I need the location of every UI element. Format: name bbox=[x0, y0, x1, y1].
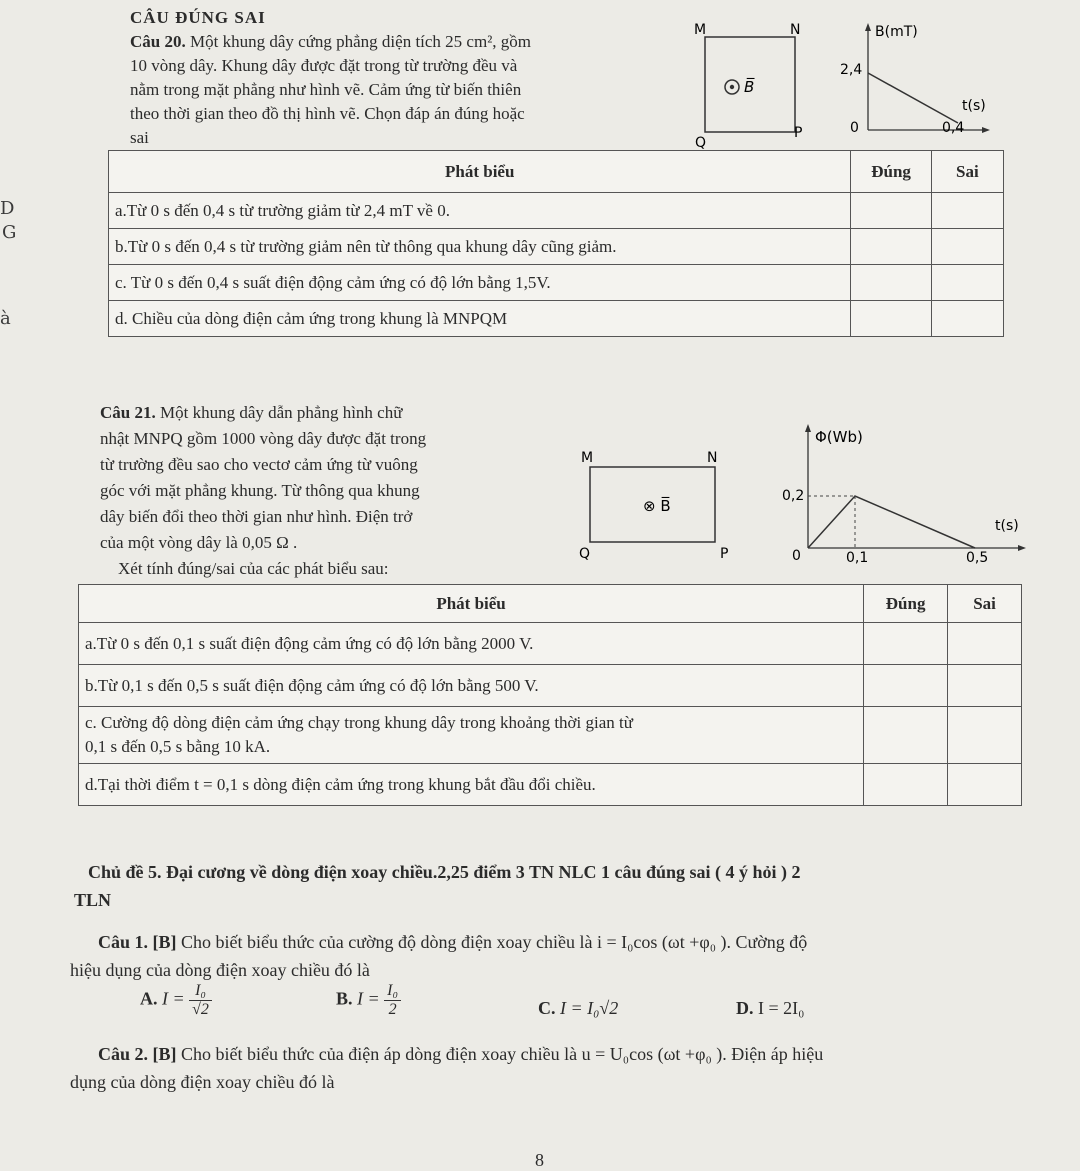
topic-heading bbox=[74, 858, 1048, 914]
q20-line: Một khung dây cứng phẳng diện tích 25 cm², gồm bbox=[189, 32, 532, 51]
table-header-statement: Phát biểu bbox=[79, 585, 864, 623]
option-c-text: I = I₀√2 bbox=[560, 998, 619, 1018]
q21-text bbox=[100, 400, 570, 582]
statement-a: a.Từ 0 s đến 0,1 s suất điện động cảm ứng có độ lớn bằng 2000 V. bbox=[79, 623, 864, 665]
answer-false-cell[interactable] bbox=[948, 623, 1022, 665]
c1-text: hiệu dụng của dòng điện xoay chiều đó là bbox=[70, 960, 370, 980]
q20-statement-table bbox=[108, 150, 1004, 337]
q21-statement-table bbox=[78, 584, 1022, 806]
q20-line: nằm trong mặt phẳng như hình vẽ. Cảm ứng từ biến thiên bbox=[130, 80, 522, 99]
answer-true-cell[interactable] bbox=[851, 229, 931, 265]
c2-text: Cho biết biểu thức của điện áp dòng điện xoay chiều là u = U₀cos (ωt +φ₀ ). Điện áp hiệu bbox=[181, 1044, 824, 1064]
section-header: CÂU ĐÚNG SAI bbox=[130, 8, 266, 27]
table-header-false: Sai bbox=[948, 585, 1022, 623]
q20-text bbox=[130, 30, 690, 150]
q21-line: nhật MNPQ gồm 1000 vòng dây được đặt trong bbox=[100, 429, 427, 448]
graph-ytick: 0,2 bbox=[782, 488, 805, 504]
x-axis-arrow-icon bbox=[1018, 545, 1026, 551]
field-out-dot-icon bbox=[730, 85, 734, 89]
q20-line: sai bbox=[130, 128, 149, 147]
graph-ytick: 2,4 bbox=[840, 62, 863, 78]
q21-line: Một khung dây dẫn phẳng hình chữ bbox=[159, 403, 403, 422]
q21-line: từ trường đều sao cho vectơ cảm ứng từ vuông bbox=[100, 455, 418, 474]
q20-line: 10 vòng dây. Khung dây được đặt trong từ trường đều và bbox=[130, 56, 518, 75]
option-d[interactable] bbox=[736, 998, 804, 1019]
c1-question bbox=[70, 928, 1060, 984]
graph-line-phi bbox=[808, 496, 975, 548]
table-row bbox=[79, 665, 1022, 707]
q20-frame-figure bbox=[680, 22, 820, 150]
answer-false-cell[interactable] bbox=[931, 301, 1003, 337]
option-b-label: B. bbox=[336, 988, 353, 1009]
answer-true-cell[interactable] bbox=[851, 301, 931, 337]
table-row bbox=[79, 707, 1022, 764]
table-header-statement: Phát biểu bbox=[109, 151, 851, 193]
topic-line: TLN bbox=[74, 890, 112, 910]
margin-mark: à bbox=[0, 308, 11, 329]
c1-text: Cho biết biểu thức của cường độ dòng điện xoay chiều là i = I₀cos (ωt +φ₀ ). Cường độ bbox=[181, 932, 808, 952]
q21-graph bbox=[770, 420, 1030, 570]
q21-number: Câu 21. bbox=[100, 403, 156, 422]
option-c[interactable] bbox=[538, 998, 618, 1019]
graph-xlabel: t(s) bbox=[995, 518, 1019, 534]
q21-line: Xét tính đúng/sai của các phát biểu sau: bbox=[118, 559, 389, 578]
answer-true-cell[interactable] bbox=[851, 265, 931, 301]
answer-false-cell[interactable] bbox=[931, 193, 1003, 229]
option-d-text: I = 2I₀ bbox=[758, 998, 805, 1018]
vertex-label-m: M bbox=[581, 450, 594, 466]
table-row bbox=[79, 764, 1022, 806]
vertex-label-p: P bbox=[794, 125, 803, 141]
answer-true-cell[interactable] bbox=[864, 764, 948, 806]
graph-xtick: 0,4 bbox=[942, 120, 965, 136]
answer-true-cell[interactable] bbox=[851, 193, 931, 229]
field-label: ⊗ B̅ bbox=[643, 497, 671, 515]
c2-question bbox=[70, 1040, 1060, 1096]
statement-d: d. Chiều của dòng điện cảm ứng trong khung là MNPQM bbox=[109, 301, 851, 337]
c1-options bbox=[140, 978, 1040, 1038]
answer-false-cell[interactable] bbox=[948, 707, 1022, 764]
answer-false-cell[interactable] bbox=[948, 764, 1022, 806]
vertex-label-p: P bbox=[720, 546, 729, 562]
vertex-label-n: N bbox=[790, 22, 801, 38]
graph-origin: 0 bbox=[850, 120, 859, 136]
graph-xtick-2: 0,5 bbox=[966, 550, 989, 566]
c2-text: dụng của dòng điện xoay chiều đó là bbox=[70, 1072, 335, 1092]
vertex-label-n: N bbox=[707, 450, 718, 466]
q20-number: Câu 20. bbox=[130, 32, 186, 51]
statement-c-line: 0,1 s đến 0,5 s bằng 10 kA. bbox=[85, 737, 271, 756]
y-axis-arrow-icon bbox=[865, 23, 871, 31]
statement-d: d.Tại thời điểm t = 0,1 s dòng điện cảm ứng trong khung bắt đầu đổi chiều. bbox=[79, 764, 864, 806]
x-axis-arrow-icon bbox=[982, 127, 990, 133]
vertex-label-q: Q bbox=[695, 135, 707, 150]
table-row bbox=[109, 301, 1004, 337]
fraction-numerator: I₀ bbox=[384, 982, 401, 1001]
topic-line: Chủ đề 5. Đại cương về dòng điện xoay chiều.2,25 điểm 3 TN NLC 1 câu đúng sai ( 4 ý hỏi ) 2 bbox=[88, 862, 801, 882]
graph-line-b bbox=[868, 73, 958, 123]
fraction-denominator: 2 bbox=[388, 1001, 397, 1018]
table-row bbox=[109, 229, 1004, 265]
table-row bbox=[79, 623, 1022, 665]
option-b-lhs: I = bbox=[357, 988, 380, 1009]
statement-a: a.Từ 0 s đến 0,4 s từ trường giảm từ 2,4 mT về 0. bbox=[109, 193, 851, 229]
graph-origin: 0 bbox=[792, 548, 801, 564]
c1-label: Câu 1. [B] bbox=[98, 932, 177, 952]
q21-line: góc với mặt phẳng khung. Từ thông qua khung bbox=[100, 481, 420, 500]
margin-mark: G bbox=[2, 222, 17, 243]
q21-frame-figure bbox=[565, 445, 755, 563]
option-a-lhs: I = bbox=[162, 988, 185, 1009]
statement-c: c. Từ 0 s đến 0,4 s suất điện động cảm ứng có độ lớn bằng 1,5V. bbox=[109, 265, 851, 301]
q20-line: theo thời gian theo đồ thị hình vẽ. Chọn đáp án đúng hoặc bbox=[130, 104, 525, 123]
table-row bbox=[109, 265, 1004, 301]
table-header-false: Sai bbox=[931, 151, 1003, 193]
page-number: 8 bbox=[535, 1150, 544, 1170]
statement-b: b.Từ 0 s đến 0,4 s từ trường giảm nên từ thông qua khung dây cũng giảm. bbox=[109, 229, 851, 265]
graph-ylabel: Φ(Wb) bbox=[815, 428, 863, 446]
q21-line: dây biến đổi theo thời gian như hình. Điện trở bbox=[100, 507, 413, 526]
answer-false-cell[interactable] bbox=[931, 229, 1003, 265]
c2-label: Câu 2. [B] bbox=[98, 1044, 177, 1064]
fraction-numerator: I₀ bbox=[189, 982, 212, 1001]
vertex-label-q: Q bbox=[579, 546, 591, 562]
answer-true-cell[interactable] bbox=[864, 665, 948, 707]
fraction bbox=[384, 982, 401, 1019]
option-c-label: C. bbox=[538, 998, 556, 1018]
statement-c bbox=[79, 707, 864, 764]
q20-graph bbox=[820, 18, 990, 148]
option-a-label: A. bbox=[140, 988, 158, 1009]
field-label: B̅ bbox=[744, 78, 755, 96]
answer-false-cell[interactable] bbox=[931, 265, 1003, 301]
table-header-true: Đúng bbox=[851, 151, 931, 193]
table-header-true: Đúng bbox=[864, 585, 948, 623]
answer-true-cell[interactable] bbox=[864, 707, 948, 764]
fraction bbox=[189, 982, 212, 1019]
option-d-label: D. bbox=[736, 998, 754, 1018]
fraction-denominator: √2 bbox=[192, 1001, 209, 1018]
statement-b: b.Từ 0,1 s đến 0,5 s suất điện động cảm ứng có độ lớn bằng 500 V. bbox=[79, 665, 864, 707]
option-b[interactable] bbox=[336, 982, 401, 1019]
graph-ylabel: B(mT) bbox=[875, 24, 918, 40]
option-a[interactable] bbox=[140, 982, 212, 1019]
answer-true-cell[interactable] bbox=[864, 623, 948, 665]
margin-mark: D bbox=[0, 198, 15, 219]
vertex-label-m: M bbox=[694, 22, 707, 38]
table-row bbox=[109, 193, 1004, 229]
graph-xtick-1: 0,1 bbox=[846, 550, 869, 566]
answer-false-cell[interactable] bbox=[948, 665, 1022, 707]
graph-xlabel: t(s) bbox=[962, 98, 986, 114]
y-axis-arrow-icon bbox=[805, 424, 811, 432]
q21-line: của một vòng dây là 0,05 Ω . bbox=[100, 533, 298, 552]
statement-c-line: c. Cường độ dòng điện cảm ứng chạy trong khung dây trong khoảng thời gian từ bbox=[85, 713, 633, 732]
